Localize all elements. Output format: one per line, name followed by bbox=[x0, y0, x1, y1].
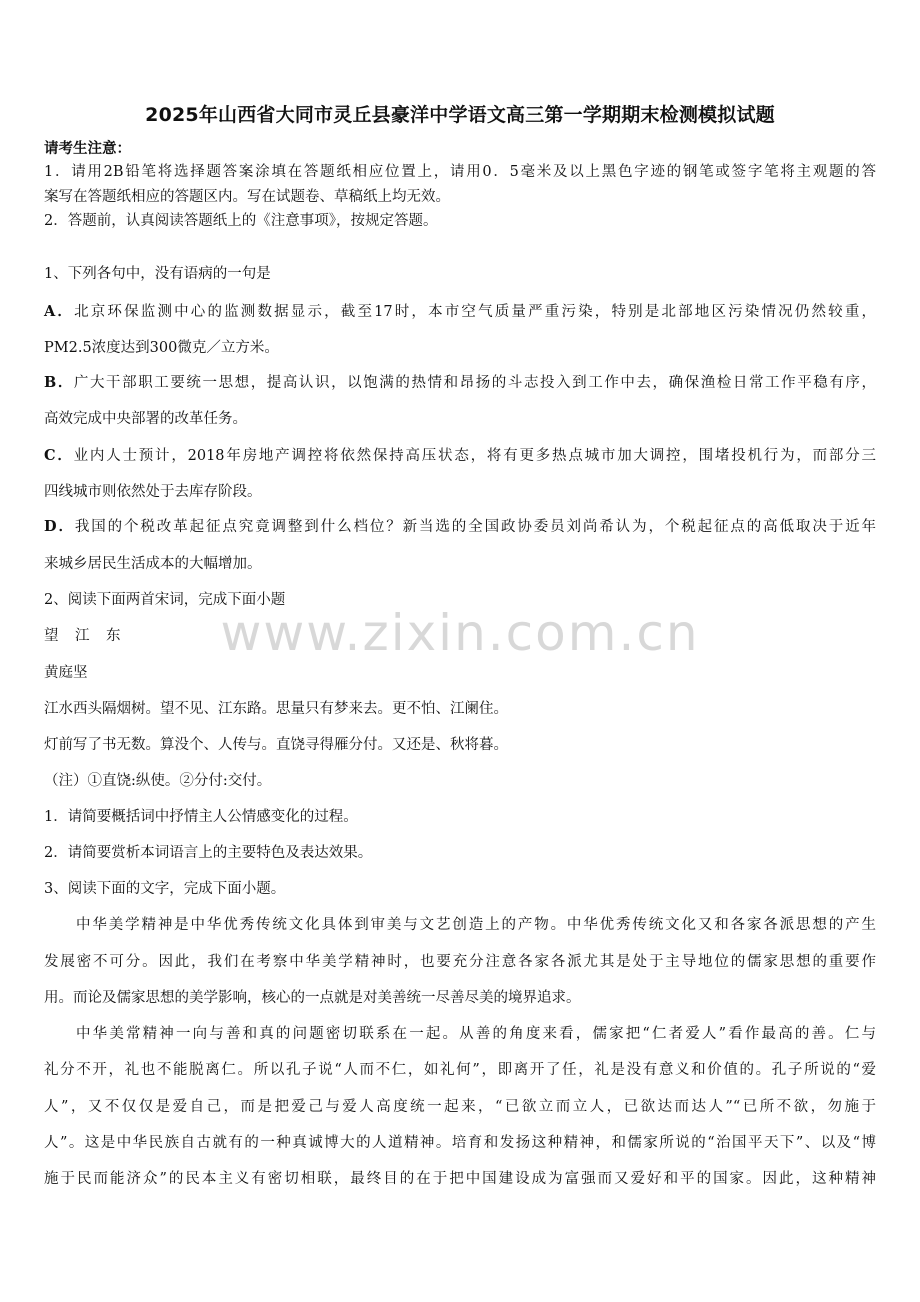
poem-verse-2: 灯前写了书无数。算没个、人传与。直饶寻得雁分付。又还是、秋将暮。 bbox=[44, 737, 508, 753]
q1-option-d bbox=[44, 517, 876, 537]
q1-option-d-line2: 来城乡居民生活成本的大幅增加。 bbox=[44, 556, 262, 572]
q3-paragraph-1-line-3: 用。而论及儒家思想的美学影响，核心的一点就是对美善统一尽善尽美的境界追求。 bbox=[44, 990, 581, 1006]
poem-title: 望 江 东 bbox=[44, 628, 122, 644]
notice-item1-line1: 1．请用2B铅笔将选择题答案涂填在答题纸相应位置上，请用0．5毫米及以上黑色字迹的钢笔或签字笔将主观题的答 bbox=[44, 164, 876, 180]
q2-stem: 2、阅读下面两首宋词，完成下面小题 bbox=[44, 592, 286, 608]
q3-paragraph-1-line-1: 中华美学精神是中华优秀传统文化具体到审美与文艺创造上的产物。中华优秀传统文化又和各家各派思想的产生 bbox=[76, 917, 876, 933]
q3-paragraph-2-line-3: 人”，又不仅仅是爱自己，而是把爱己与爱人高度统一起来，“已欲立而立人，已欲达而达人”“已所不欲，勿施于 bbox=[44, 1099, 876, 1115]
q2-subquestion-2: 2．请简要赏析本词语言上的主要特色及表达效果。 bbox=[44, 845, 373, 861]
q1-option-b-label: B． bbox=[44, 374, 74, 391]
q1-option-b-line2: 高效完成中央部署的改革任务。 bbox=[44, 411, 247, 427]
q1-option-c bbox=[44, 446, 876, 466]
q3-paragraph-2-line-2: 礼分不开，礼也不能脱离仁。所以孔子说“人而不仁，如礼何”，即离开了任，礼是没有意义和价值的。孔子所说的“爱 bbox=[44, 1062, 876, 1078]
notice-heading: 请考生注意： bbox=[44, 140, 131, 157]
q1-stem: 1、下列各句中，没有语病的一句是 bbox=[44, 266, 271, 282]
notice-item2: 2．答题前，认真阅读答题纸上的《注意事项》，按规定答题。 bbox=[44, 213, 438, 229]
q3-stem: 3、阅读下面的文字，完成下面小题。 bbox=[44, 881, 286, 897]
q1-option-a bbox=[44, 302, 876, 322]
poem-author: 黄庭坚 bbox=[44, 665, 88, 681]
q1-option-d-label: D． bbox=[44, 518, 75, 535]
q1-option-c-line2: 四线城市则依然处于去库存阶段。 bbox=[44, 484, 262, 500]
q2-subquestion-1: 1．请简要概括词中抒情主人公情感变化的过程。 bbox=[44, 809, 358, 825]
q1-option-a-line2: PM2.5浓度达到300微克／立方米。 bbox=[44, 340, 279, 356]
q3-paragraph-2-line-4: 人”。这是中华民族自古就有的一种真诚博大的人道精神。培育和发扬这种精神，和儒家所说的“治国平天下”、以及“博 bbox=[44, 1135, 876, 1151]
page-title: 2025年山西省大同市灵丘县豪洋中学语文高三第一学期期末检测模拟试题 bbox=[145, 104, 775, 126]
poem-verse-1: 江水西头隔烟树。望不见、江东路。思量只有梦来去。更不怕、江阑住。 bbox=[44, 701, 508, 717]
q3-paragraph-2-line-5: 施于民而能济众”的民本主义有密切相联，最终目的在于把中国建设成为富强而又爱好和平的国家。因此，这种精神 bbox=[44, 1171, 876, 1187]
poem-note: （注）①直饶:纵使。②分付:交付。 bbox=[44, 773, 272, 789]
q1-option-c-text: 业内人士预计，2018年房地产调控将依然保持高压状态，将有更多热点城市加大调控，围堵投机行为，而部分三 bbox=[73, 448, 876, 464]
q1-option-d-text: 我国的个税改革起征点究竟调整到什么档位？新当选的全国政协委员刘尚希认为，个税起征点的高低取决于近年 bbox=[74, 519, 876, 535]
q3-paragraph-1-line-2: 发展密不可分。因此，我们在考察中华美学精神时，也要充分注意各家各派尤其是处于主导地位的儒家思想的重要作 bbox=[44, 954, 876, 970]
q1-option-c-label: C． bbox=[44, 447, 74, 464]
watermark: www.zixin.com.cn bbox=[220, 604, 700, 662]
q1-option-b bbox=[44, 373, 876, 393]
q1-option-a-label: A． bbox=[44, 303, 75, 320]
q3-paragraph-2-line-1: 中华美常精神一向与善和真的问题密切联系在一起。从善的角度来看，儒家把“仁者爱人”看作最高的善。仁与 bbox=[76, 1026, 876, 1042]
notice-item1-line2: 案写在答题纸相应的答题区内。写在试题卷、草稿纸上均无效。 bbox=[44, 189, 450, 205]
q1-option-b-text: 广大干部职工要统一思想，提高认识，以饱满的热情和昂扬的斗志投入到工作中去，确保渔检日常工作平稳有序， bbox=[73, 375, 876, 391]
q1-option-a-text: 北京环保监测中心的监测数据显示，截至17时，本市空气质量严重污染，特别是北部地区污染情况仍然较重， bbox=[74, 304, 876, 320]
